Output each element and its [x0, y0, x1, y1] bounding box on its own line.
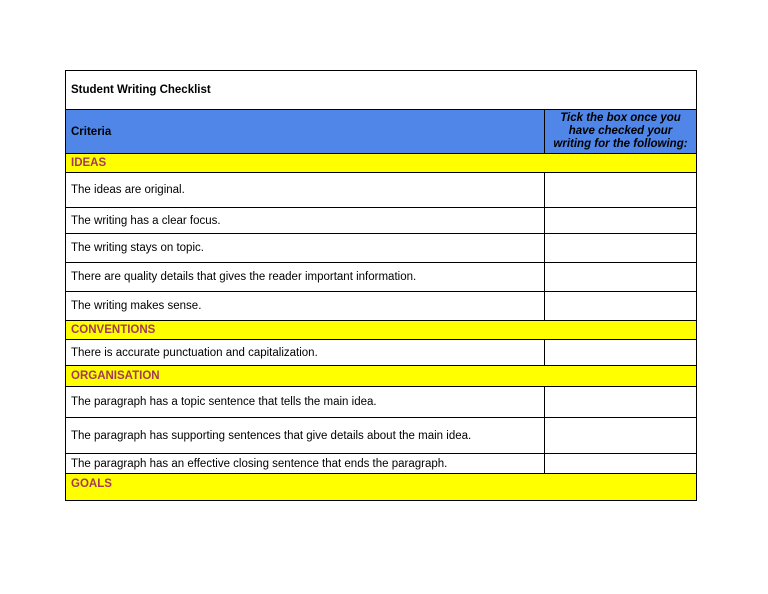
- checklist-row: [66, 208, 697, 234]
- checklist-row: [66, 173, 697, 208]
- tick-box[interactable]: [545, 454, 697, 474]
- section-label: CONVENTIONS: [66, 321, 697, 340]
- criterion-text: There are quality details that gives the reader important information.: [66, 263, 545, 292]
- criterion-text: The writing makes sense.: [66, 292, 545, 321]
- section-label: ORGANISATION: [66, 366, 697, 387]
- checklist-row: [66, 340, 697, 366]
- criterion-text: The writing stays on topic.: [66, 234, 545, 263]
- tick-box[interactable]: [545, 387, 697, 418]
- tick-box[interactable]: [545, 208, 697, 234]
- criteria-header: Criteria: [66, 110, 545, 154]
- tick-box[interactable]: [545, 340, 697, 366]
- writing-checklist-table: [65, 70, 697, 501]
- checklist-row: [66, 454, 697, 474]
- criterion-text: The paragraph has a topic sentence that tells the main idea.: [66, 387, 545, 418]
- tick-box[interactable]: [545, 292, 697, 321]
- checklist-title: Student Writing Checklist: [66, 71, 697, 110]
- tick-box[interactable]: [545, 234, 697, 263]
- checklist-row: [66, 292, 697, 321]
- tick-box[interactable]: [545, 418, 697, 454]
- criterion-text: The paragraph has supporting sentences that give details about the main idea.: [66, 418, 545, 454]
- checklist-row: [66, 387, 697, 418]
- section-row-organisation: [66, 366, 697, 387]
- checklist-row: [66, 263, 697, 292]
- title-row: [66, 71, 697, 110]
- tick-header: Tick the box once you have checked your writing for the following:: [545, 110, 697, 154]
- section-row-conventions: [66, 321, 697, 340]
- tick-box[interactable]: [545, 173, 697, 208]
- criterion-text: The writing has a clear focus.: [66, 208, 545, 234]
- header-row: [66, 110, 697, 154]
- section-label: IDEAS: [66, 154, 697, 173]
- tick-box[interactable]: [545, 263, 697, 292]
- section-row-ideas: [66, 154, 697, 173]
- checklist-row: [66, 234, 697, 263]
- checklist-row: [66, 418, 697, 454]
- section-row-goals: [66, 474, 697, 501]
- criterion-text: There is accurate punctuation and capitalization.: [66, 340, 545, 366]
- section-label: GOALS: [66, 474, 697, 501]
- criterion-text: The paragraph has an effective closing sentence that ends the paragraph.: [66, 454, 545, 474]
- criterion-text: The ideas are original.: [66, 173, 545, 208]
